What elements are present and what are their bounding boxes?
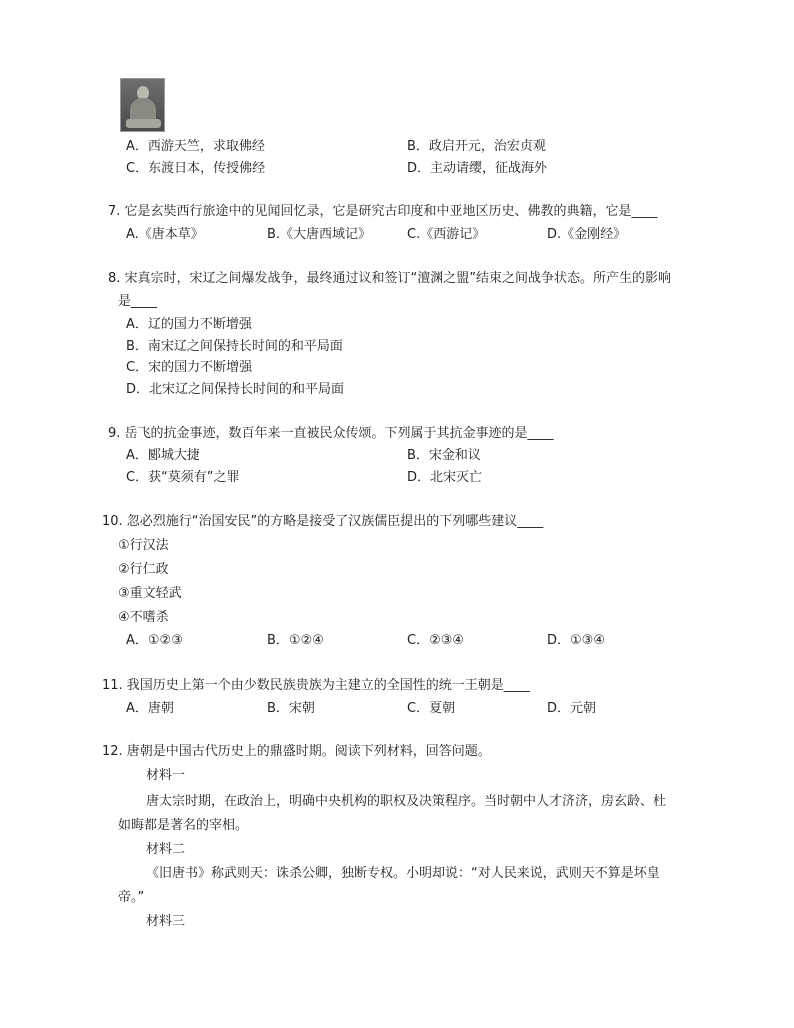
q7-option-c: C.《西游记》 [407, 227, 486, 242]
q10-option-b: B．①②④ [267, 633, 324, 648]
q10-stem: 10. 忽必烈施行“治国安民”的方略是接受了汉族儒臣提出的下列哪些建议____ [102, 514, 544, 529]
q9-option-b: B．宋金和议 [407, 448, 481, 463]
q7-stem: 7. 它是玄奘西行旅途中的见闻回忆录，它是研究古印度和中亚地区历史、佛教的典籍，它是____ [108, 204, 658, 219]
q7-option-b: B.《大唐西域记》 [267, 227, 372, 242]
q12-material-2-title: 材料二 [146, 842, 186, 857]
q11-option-b: B．宋朝 [267, 701, 315, 716]
q7-option-d: D.《金刚经》 [547, 227, 627, 242]
q11-option-c: C．夏朝 [407, 701, 456, 716]
q12-material-2-line1: 《旧唐书》称武则天：诛杀公卿，独断专权。小明却说：“对人民来说，武则天不算是坏皇 [146, 866, 660, 881]
q8-stem-line2: 是____ [118, 294, 158, 309]
xuanzang-portrait-icon [120, 78, 165, 132]
q9-option-c: C．获“莫须有”之罪 [126, 470, 240, 485]
q9-stem: 9. 岳飞的抗金事迹，数百年来一直被民众传颂。下列属于其抗金事迹的是____ [108, 426, 554, 441]
q10-item-3: ③重文轻武 [118, 586, 182, 601]
q8-stem-line1: 8. 宋真宗时，宋辽之间爆发战争，最终通过议和签订“澶渊之盟”结束之间战争状态。所产生的影响 [108, 271, 672, 286]
q7-option-a: A.《唐本草》 [126, 227, 204, 242]
q10-item-1: ①行汉法 [118, 538, 169, 553]
q10-option-a: A．①②③ [126, 633, 183, 648]
q12-material-1-line2: 如晦都是著名的宰相。 [118, 818, 249, 833]
q12-material-1-title: 材料一 [146, 768, 186, 783]
q12-material-2-line2: 帝。” [118, 890, 145, 905]
q11-stem: 11. 我国历史上第一个由少数民族贵族为主建立的全国性的统一王朝是____ [102, 678, 530, 693]
q6-option-d: D．主动请缨，征战海外 [407, 161, 548, 176]
portrait-seat [126, 119, 161, 128]
q11-option-a: A．唐朝 [126, 701, 174, 716]
q12-stem: 12. 唐朝是中国古代历史上的鼎盛时期。阅读下列材料，回答问题。 [102, 744, 491, 759]
q8-option-b: B．南宋辽之间保持长时间的和平局面 [126, 339, 343, 354]
q9-option-a: A．郾城大捷 [126, 448, 200, 463]
q8-option-c: C．宋的国力不断增强 [126, 360, 253, 375]
q12-material-3-title: 材料三 [146, 914, 186, 929]
q6-option-a: A．西游天竺，求取佛经 [126, 139, 265, 154]
q6-option-c: C．东渡日本，传授佛经 [126, 161, 266, 176]
q11-option-d: D．元朝 [547, 701, 597, 716]
q10-option-c: C．②③④ [407, 633, 465, 648]
q8-option-d: D．北宋辽之间保持长时间的和平局面 [126, 382, 345, 397]
q10-item-4: ④不嗜杀 [118, 610, 169, 625]
q12-material-1-line1: 唐太宗时期，在政治上，明确中央机构的职权及决策程序。当时朝中人才济济，房玄龄、杜 [146, 794, 667, 809]
q9-option-d: D．北宋灭亡 [407, 470, 483, 485]
q8-option-a: A．辽的国力不断增强 [126, 317, 252, 332]
q6-option-b: B．政启开元，治宏贞观 [407, 139, 546, 154]
q10-option-d: D．①③④ [547, 633, 605, 648]
q10-item-2: ②行仁政 [118, 562, 169, 577]
